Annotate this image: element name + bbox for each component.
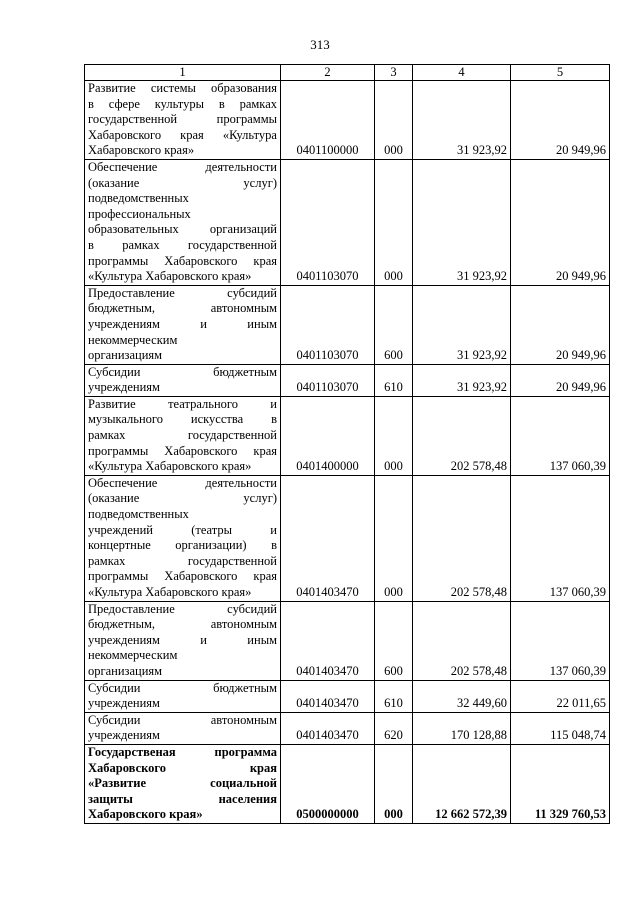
row-name-line: «Культура Хабаровского края»	[88, 585, 252, 599]
row-name-line: (оказание услуг)	[88, 175, 277, 190]
row-value-1-cell: 31 923,92	[413, 364, 511, 396]
row-name-line: Развитие системы образования	[88, 81, 277, 95]
row-name-line: Хабаровского края»	[88, 143, 195, 158]
row-kvr-cell: 000	[375, 744, 413, 823]
row-value-2-cell: 137 060,39	[511, 601, 610, 680]
column-header-value-2: 5	[511, 65, 610, 81]
row-name-cell	[85, 364, 281, 396]
row-value-1-cell: 170 128,88	[413, 712, 511, 744]
row-value-2-cell: 137 060,39	[511, 396, 610, 475]
row-name-line: музыкального искусства в	[88, 412, 277, 427]
row-name-line: Обеспечение деятельности	[88, 159, 277, 174]
row-name-line: Обеспечение деятельности	[88, 475, 277, 490]
row-name-line: учреждениям	[88, 696, 160, 711]
row-name-line: Государственая программа	[88, 744, 277, 759]
row-name-line: некоммерческим	[88, 648, 178, 663]
row-name-line: Предоставление субсидий	[88, 601, 277, 616]
row-name-cell	[85, 712, 281, 744]
table-row	[85, 712, 610, 744]
row-code-cell: 0500000000	[281, 744, 375, 823]
row-name-line: Хабаровского края «Культура	[88, 127, 277, 142]
row-value-2-cell: 22 011,65	[511, 680, 610, 712]
row-value-1-cell: 31 923,92	[413, 81, 511, 160]
row-value-2-cell: 20 949,96	[511, 81, 610, 160]
row-name-line: учреждениям	[88, 728, 160, 743]
row-name-line: бюджетным, автономным	[88, 617, 277, 632]
table-row	[85, 81, 610, 160]
row-code-cell: 0401400000	[281, 396, 375, 475]
budget-table	[84, 64, 610, 824]
row-kvr-cell: 000	[375, 475, 413, 601]
row-name-line: концертные организации) в	[88, 538, 277, 553]
row-code-cell: 0401403470	[281, 475, 375, 601]
row-code-cell: 0401103070	[281, 159, 375, 285]
row-name-line: защиты населения	[88, 791, 277, 806]
row-name-line: Субсидии автономным	[88, 712, 277, 727]
row-name-line: рамках государственной	[88, 553, 277, 568]
row-kvr-cell: 620	[375, 712, 413, 744]
row-value-1-cell: 32 449,60	[413, 680, 511, 712]
column-header-code: 2	[281, 65, 375, 81]
row-name-line: некоммерческим	[88, 332, 178, 347]
column-header-value-1: 4	[413, 65, 511, 81]
row-name-line: Субсидии бюджетным	[88, 364, 277, 379]
row-name-line: подведомственных	[88, 507, 189, 522]
row-kvr-cell: 610	[375, 680, 413, 712]
table-row	[85, 159, 610, 285]
row-name-cell	[85, 475, 281, 601]
row-name-line: организациям	[88, 348, 163, 363]
row-name-line: «Культура Хабаровского края»	[88, 269, 252, 284]
row-name-line: (оказание услуг)	[88, 491, 277, 506]
row-name-line: образовательных организаций	[88, 222, 277, 237]
row-kvr-cell: 000	[375, 396, 413, 475]
row-value-2-cell: 115 048,74	[511, 712, 610, 744]
row-value-1-cell: 202 578,48	[413, 601, 511, 680]
row-code-cell: 0401100000	[281, 81, 375, 160]
row-name-line: учреждений (театры и	[88, 522, 277, 537]
row-kvr-cell: 600	[375, 285, 413, 364]
row-value-1-cell: 31 923,92	[413, 159, 511, 285]
row-value-2-cell: 20 949,96	[511, 364, 610, 396]
row-name-cell	[85, 396, 281, 475]
page-number: 313	[310, 37, 330, 52]
row-name-cell	[85, 680, 281, 712]
row-code-cell: 0401103070	[281, 285, 375, 364]
row-name-cell	[85, 744, 281, 823]
table-body	[85, 81, 610, 824]
row-name-line: Предоставление субсидий	[88, 285, 277, 300]
row-kvr-cell: 000	[375, 159, 413, 285]
row-code-cell: 0401103070	[281, 364, 375, 396]
row-name-line: «Развитие социальной	[88, 776, 277, 791]
row-value-1-cell: 12 662 572,39	[413, 744, 511, 823]
row-code-cell: 0401403470	[281, 680, 375, 712]
row-name-line: программы Хабаровского края	[88, 443, 277, 458]
table-row	[85, 744, 610, 823]
row-name-line: профессиональных	[88, 206, 191, 221]
row-name-line: учреждениям и иным	[88, 632, 277, 647]
row-code-cell: 0401403470	[281, 712, 375, 744]
row-name-line: в сфере культуры в рамках	[88, 96, 277, 111]
table-row	[85, 601, 610, 680]
row-value-2-cell: 11 329 760,53	[511, 744, 610, 823]
row-kvr-cell: 000	[375, 81, 413, 160]
table-row	[85, 396, 610, 475]
row-name-cell	[85, 81, 281, 160]
row-name-line: программы Хабаровского края	[88, 253, 277, 268]
row-name-line: учреждениям	[88, 380, 160, 395]
row-kvr-cell: 610	[375, 364, 413, 396]
row-code-cell: 0401403470	[281, 601, 375, 680]
column-header-name: 1	[85, 65, 281, 81]
column-header-kvr: 3	[375, 65, 413, 81]
row-value-1-cell: 202 578,48	[413, 396, 511, 475]
row-name-line: учреждениям и иным	[88, 316, 277, 331]
row-name-line: организациям	[88, 663, 163, 678]
row-kvr-cell: 600	[375, 601, 413, 680]
row-name-line: Субсидии бюджетным	[88, 680, 277, 695]
row-value-1-cell: 202 578,48	[413, 475, 511, 601]
row-name-cell	[85, 285, 281, 364]
row-name-line: «Культура Хабаровского края»	[88, 459, 252, 474]
row-name-cell	[85, 601, 281, 680]
table-row	[85, 680, 610, 712]
row-value-2-cell: 20 949,96	[511, 159, 610, 285]
row-name-cell	[85, 159, 281, 285]
row-value-2-cell: 20 949,96	[511, 285, 610, 364]
row-name-line: рамках государственной	[88, 428, 277, 443]
row-name-line: Хабаровского края	[88, 760, 277, 775]
table-row	[85, 364, 610, 396]
row-value-1-cell: 31 923,92	[413, 285, 511, 364]
row-name-line: Хабаровского края»	[88, 807, 203, 822]
row-name-line: бюджетным, автономным	[88, 301, 277, 316]
table-row	[85, 285, 610, 364]
row-name-line: в рамках государственной	[88, 237, 277, 252]
row-name-line: программы Хабаровского края	[88, 569, 277, 584]
table-header-row	[85, 65, 610, 81]
row-value-2-cell: 137 060,39	[511, 475, 610, 601]
table-row	[85, 475, 610, 601]
row-name-line: государственной программы	[88, 112, 277, 127]
row-name-line: подведомственных	[88, 191, 189, 206]
row-name-line: Развитие театрального и	[88, 396, 277, 411]
